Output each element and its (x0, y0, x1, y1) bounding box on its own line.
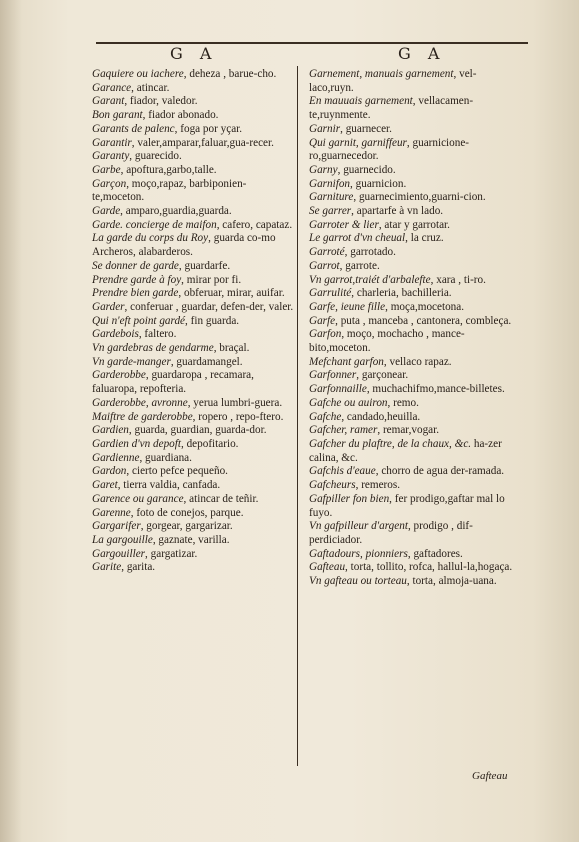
headword: Garence ou garance (92, 492, 184, 505)
definition: , torta, tollito, rofca, hallul-la,hogaça. (345, 561, 513, 574)
headword: Garants de palenc (92, 122, 175, 135)
definition: , garrote. (339, 259, 380, 272)
headword: Qui garnit, garniffeur (309, 136, 407, 149)
definition: , amparo,guardia,guarda. (120, 205, 232, 218)
headword: La garde du corps du Roy (92, 232, 209, 245)
headword: En mauuais garnement (309, 95, 413, 108)
headword: Garfon (309, 328, 342, 341)
dictionary-entry (92, 356, 298, 370)
definition: , garçonear. (356, 369, 409, 382)
definition: , guardaropa , recamara, faluaropa, repofteria. (92, 369, 254, 396)
definition: , guarnicione-ro,guarnecedor. (309, 136, 470, 163)
dictionary-entry (92, 150, 298, 164)
headword: Garantir (92, 136, 132, 149)
definition: , faltero. (138, 328, 177, 341)
definition: , prodigo , dif-perdiciador. (309, 520, 473, 546)
headword: Se garrer (309, 205, 352, 218)
definition: , charleria, bachilleria. (351, 287, 452, 300)
dictionary-entry (309, 479, 515, 493)
definition: , vellacamen-te,ruynmente. (309, 95, 474, 122)
dictionary-entry (92, 342, 298, 356)
definition: , guarda co-mo Archeros, alabarderos. (92, 232, 276, 259)
dictionary-entry (92, 493, 298, 507)
dictionary-entry (309, 274, 515, 288)
dictionary-entry (92, 397, 298, 411)
headword: Garnifon (309, 177, 351, 190)
headword: Bon garant (92, 109, 143, 122)
dictionary-entry (309, 95, 515, 122)
definition: , vel-laco,ruyn. (309, 68, 477, 94)
definition: , gaznate, varilla. (152, 533, 230, 546)
headword: Garnement, manuais garnement (309, 68, 454, 80)
dictionary-entry (92, 260, 298, 274)
dictionary-entry (309, 246, 515, 260)
dictionary-entry (309, 178, 515, 192)
headword: Gaftadours, pionniers (309, 547, 408, 560)
headword: Garçon (92, 177, 127, 190)
definition: , moço, mochacho , mance-bito,moceton. (309, 328, 465, 355)
headword: Gafche (309, 410, 342, 423)
dictionary-entry (309, 493, 515, 520)
dictionary-entry (92, 520, 298, 534)
headword: Vn gardebras de gendarme (92, 342, 214, 355)
dictionary-entry (92, 315, 298, 329)
dictionary-entry (92, 438, 298, 452)
headword: Prendre garde à foy (92, 273, 182, 286)
dictionary-entry (92, 164, 298, 178)
headword: Garance (92, 81, 132, 94)
definition: , xara , ti-ro. (430, 273, 486, 286)
headword: Garfonnaille (309, 383, 367, 396)
dictionary-entry (92, 561, 298, 575)
definition: , cafero, capataz. (216, 218, 293, 231)
definition: , remo. (387, 396, 419, 409)
headword: Garrot (309, 259, 340, 272)
definition: , guardarfe. (178, 259, 231, 272)
dictionary-entry (92, 123, 298, 137)
dictionary-entry (309, 397, 515, 411)
dictionary-entry (309, 164, 515, 178)
headword: Gardebois (92, 328, 139, 341)
definition: , guarnecimiento,guarni-cion. (353, 191, 486, 204)
definition: , obferuar, mirar, auifar. (178, 287, 285, 300)
headword: Garde. concierge de maifon (92, 218, 217, 231)
dictionary-entry (309, 356, 515, 370)
headword: Garny (309, 163, 338, 176)
spine-shadow (0, 0, 22, 842)
dictionary-entry (92, 548, 298, 562)
definition: , deheza , barue-cho. (183, 68, 277, 80)
definition: , mirar por fi. (181, 273, 242, 286)
headword: Vn gafteau ou torteau (309, 575, 407, 588)
definition: , guarda, guardian, guarda-dor. (128, 424, 267, 437)
definition: , depofitario. (180, 437, 239, 450)
dictionary-entry (92, 287, 298, 301)
dictionary-entry (309, 561, 515, 575)
definition: , yerua lumbri-guera. (187, 396, 283, 409)
headword: Garbe (92, 163, 121, 176)
definition: , guardamangel. (170, 355, 243, 368)
definition: , remar,vogar. (377, 424, 440, 437)
headword: Garderobbe (92, 369, 146, 382)
definition: , guarnecido. (337, 163, 396, 176)
dictionary-entry (309, 575, 515, 589)
catchword: Gafteau (472, 770, 508, 782)
header-right-letters: G A (398, 44, 446, 63)
headword: Gardienne (92, 451, 140, 464)
definition: , guarecido. (129, 150, 182, 163)
definition: , gorgear, gargarizar. (140, 520, 233, 533)
header-left-letters: G A (170, 44, 218, 63)
headword: Gafteau (309, 561, 346, 574)
definition: , moço,rapaz, barbiponien-te,moceton. (92, 177, 247, 204)
definition: , conferuar , guardar, defen-der, valer. (124, 300, 294, 313)
dictionary-entry (309, 383, 515, 397)
headword: Mefchant garfon (309, 355, 384, 368)
headword: Gafcher du plaftre, de la chaux, &c. (309, 437, 472, 450)
headword: Gafcher, ramer (309, 424, 378, 437)
dictionary-entry (309, 205, 515, 219)
headword: Garrulité (309, 287, 352, 300)
headword: Gafpiller fon bien (309, 492, 390, 505)
dictionary-entry (309, 328, 515, 355)
dictionary-entry (309, 191, 515, 205)
definition: , guarnecer. (340, 122, 392, 135)
definition: , garrotado. (344, 246, 396, 259)
dictionary-entry (92, 205, 298, 219)
dictionary-entry (92, 479, 298, 493)
headword: Garanty (92, 150, 130, 163)
definition: , guardiana. (139, 451, 192, 464)
definition: , gargatizar. (145, 547, 198, 560)
dictionary-entry (92, 507, 298, 521)
definition: , la cruz. (405, 232, 444, 245)
dictionary-entry (92, 301, 298, 315)
dictionary-entry (92, 232, 298, 259)
dictionary-entry (309, 411, 515, 425)
definition: , garita. (121, 561, 156, 574)
headword: Garfonner (309, 369, 357, 382)
dictionary-entry (309, 232, 515, 246)
right-column (309, 68, 515, 589)
dictionary-entry (309, 315, 515, 329)
headword: Garnir (309, 122, 341, 135)
headword: Garant (92, 95, 125, 108)
definition: , valer,amparar,faluar,gua-recer. (131, 136, 274, 149)
headword: Garderobbe, avronne (92, 396, 188, 409)
headword: Garder (92, 300, 125, 313)
definition: , moça,mocetona. (385, 300, 465, 313)
definition: , apartarfe à vn lado. (351, 205, 444, 218)
dictionary-entry (309, 219, 515, 233)
definition: , apoftura,garbo,talle. (120, 163, 217, 176)
headword: Se donner de garde (92, 259, 179, 272)
dictionary-entry (92, 534, 298, 548)
headword: Garroté (309, 246, 345, 259)
definition: , vellaco rapaz. (383, 355, 452, 368)
headword: Prendre bien garde (92, 287, 179, 300)
dictionary-entry (92, 95, 298, 109)
dictionary-entry (92, 274, 298, 288)
left-column (92, 68, 298, 575)
headword: Gargouiller (92, 547, 146, 560)
headword: Garroter & lier (309, 218, 379, 231)
dictionary-entry (92, 82, 298, 96)
headword: Garenne (92, 506, 131, 519)
headword: Garde (92, 205, 121, 218)
definition: , fiador, valedor. (124, 95, 198, 108)
definition: , ropero , repo-ftero. (192, 410, 284, 423)
dictionary-entry (309, 68, 515, 95)
dictionary-entry (309, 301, 515, 315)
definition: , foga por yçar. (174, 122, 243, 135)
definition: , gaftadores. (407, 547, 463, 560)
running-header (96, 44, 528, 68)
definition: , atincar de teñir. (183, 492, 259, 505)
dictionary-entry (92, 219, 298, 233)
headword: Gaquiere ou iachere (92, 68, 184, 80)
definition: , candado,heuilla. (341, 410, 421, 423)
dictionary-entry (92, 68, 298, 82)
headword: Qui n'eft point gardé (92, 314, 186, 327)
headword: Garet (92, 479, 118, 492)
definition: , fer prodigo,gaftar mal lo fuyo. (309, 492, 505, 519)
headword: Gardien d'vn depoft (92, 437, 181, 450)
dictionary-entry (92, 424, 298, 438)
dictionary-entry (309, 369, 515, 383)
definition: , cierto pefce pequeño. (126, 465, 228, 478)
definition: , atar y garrotar. (378, 218, 450, 231)
headword: Garniture (309, 191, 354, 204)
dictionary-entry (309, 260, 515, 274)
headword: Vn garde-manger (92, 355, 171, 368)
definition: , braçal. (213, 342, 250, 355)
definition: , fiador abonado. (142, 109, 219, 122)
dictionary-entry (92, 178, 298, 205)
definition: , foto de conejos, parque. (130, 506, 244, 519)
dictionary-entry (92, 369, 298, 396)
headword: Vn garrot,traiét d'arbalefte (309, 273, 431, 286)
definition: , muchachifmo,mance-billetes. (366, 383, 505, 396)
dictionary-entry (92, 328, 298, 342)
definition: ha-zer calina, &c. (309, 437, 502, 464)
dictionary-entry (309, 123, 515, 137)
dictionary-entry (92, 109, 298, 123)
dictionary-entry (92, 465, 298, 479)
dictionary-entry (92, 452, 298, 466)
headword: Gardien (92, 424, 129, 437)
headword: Gafcheurs (309, 479, 356, 492)
headword: Gafchis d'eaue (309, 465, 376, 478)
definition: , guarnicion. (350, 177, 407, 190)
definition: , fin guarda. (185, 314, 240, 327)
headword: Gargarifer (92, 520, 141, 533)
definition: , remeros. (355, 479, 401, 492)
dictionary-entry (309, 520, 515, 547)
headword: Garfe (309, 314, 336, 327)
dictionary-entry (309, 424, 515, 438)
dictionary-entry (309, 465, 515, 479)
headword: Gardon (92, 465, 127, 478)
definition: , atincar. (131, 81, 170, 94)
dictionary-entry (92, 411, 298, 425)
dictionary-entry (309, 438, 515, 465)
headword: Gafche ou auiron (309, 396, 388, 409)
definition: , tierra valdia, canfada. (117, 479, 221, 492)
headword: La gargouille (92, 533, 153, 546)
definition: , torta, almoja-uana. (406, 575, 497, 588)
dictionary-entry (309, 287, 515, 301)
definition: , puta , manceba , cantonera, combleça. (335, 314, 512, 327)
headword: Maiftre de garderobbe (92, 410, 193, 423)
headword: Garite (92, 561, 122, 574)
dictionary-entry (309, 137, 515, 164)
headword: Le garrot d'vn cheual (309, 232, 406, 245)
headword: Vn gafpilleur d'argent (309, 520, 408, 533)
dictionary-entry (92, 137, 298, 151)
headword: Garfe, ieune fille (309, 300, 386, 313)
dictionary-entry (309, 548, 515, 562)
definition: , chorro de agua der-ramada. (375, 465, 505, 478)
